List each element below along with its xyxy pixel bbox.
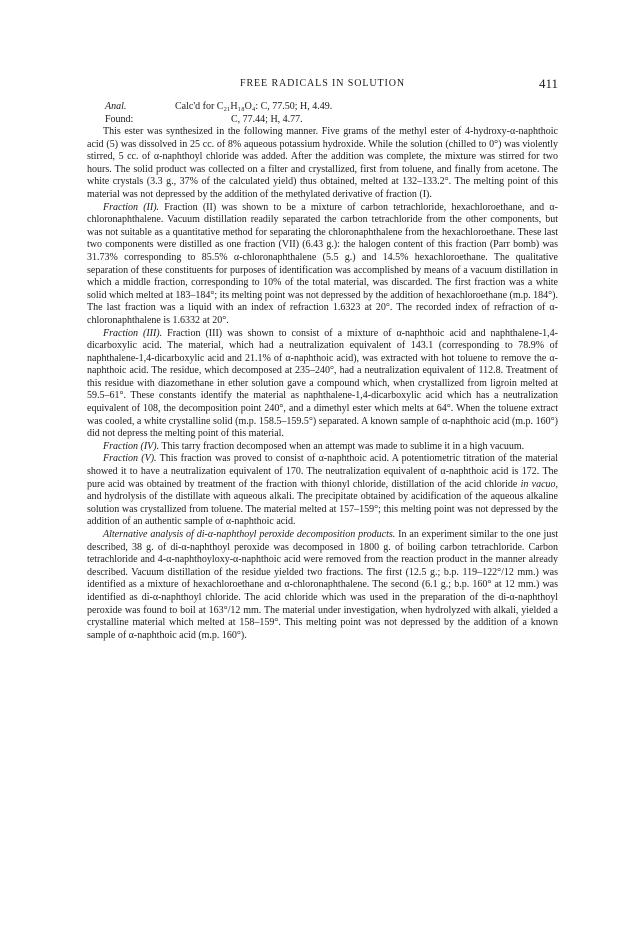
paragraph-fraction-3 (87, 328, 558, 441)
fraction-4-heading: Fraction (IV). (103, 440, 160, 452)
alternative-analysis-text: In an experiment similar to the one just described, 38 g. of di-α-naphthoyl peroxide was decomposed in 1800 g. of boiling carbon tetrachloride. Carbon tetrachloride and 4-α-naphthoyloxy-α-naphthoic acid were removed from the reaction product in the manner already described. Vacuum distillation of the residue yielded two fractions. The first (12.5 g.; b.p. 119–122°/12 mm.) was identified as a mixture of hexachloroethane and α-chloronaphthalene. The second (6.1 g.; b.p. 160° at 12 mm.) was identified as di-α-naphthoyl chloride. The acid chloride which was used in the preparation of the di-α-naphthoyl peroxide was found to boil at 163°/12 mm. The material under investigation, when hydrolyzed with alkali, yielded a crystalline material which melted at 158–159°. This melting point was not depressed by the addition of a known sample of α-naphthoic acid (m.p. 160°). (87, 529, 558, 641)
paragraph-fraction-5 (87, 453, 558, 529)
paragraph-synthesis: This ester was synthesized in the following manner. Five grams of the methyl ester of 4-hydroxy-α-naphthoic acid (5) was dissolved in 25 cc. of 8% aqueous potassium hydroxide. While the solution (chilled to 0°) was violently stirred, 5 cc. of α-naphthoyl chloride was added. After the addition was complete, the mixture was stirred for two hours. The solid product was collected on a filter and crystallized, first from toluene, and finally from acetone. The white crystals (3.3 g., 37% of the calculated yield) thus obtained, melted at 132–133.2°. The melting point of this material was not depressed by the addition of the methylated derivative of fraction (I). (87, 126, 558, 200)
analysis-calculated-value: Calc'd for C₂₁H₁₈O₄: C, 77.50; H, 4.49. (175, 101, 333, 112)
in-vacuo: in vacuo (520, 478, 556, 490)
fraction-2-heading: Fraction (II). (103, 201, 160, 213)
fraction-2-text: Fraction (II) was shown to be a mixture of carbon tetrachloride, hexachloroethane, and α-chloronaphthalene. Vacuum distillation readily separated the carbon tetrachloride from the other components, but was not suitable as a quantitative method for separating the chloronaphthalene from the hexachloroethane. These last two components were distilled as one fraction (VII) (6.43 g.): the halogen content of this fraction (Parr bomb) was 31.73% corresponding to 85.5% α-chloronaphthalene (5.5 g.) and 14.5% hexachloroethane. The qualitative separation of these constituents for purposes of identification was accomplished by means of a vacuum distillation in which a middle fraction, corresponding to 10% of the total material, was discarded. The first fraction was a white solid which melted at 183–184°; its melting point was not depressed by the addition of hexachloroethane (m.p. 184°). The last fraction was a liquid with an index of refraction 1.6323 at 20°. The recorded index of refraction of α-chloronaphthalene is 1.6332 at 20°. (87, 201, 558, 326)
page-number: 411 (538, 76, 558, 91)
analysis-found (87, 113, 558, 126)
fraction-4-text: This tarry fraction decomposed when an attempt was made to sublime it in a high vacuum. (159, 440, 525, 452)
analysis-block (87, 100, 558, 126)
fraction-3-text: Fraction (III) was shown to consist of a mixture of α-naphthoic acid and naphthalene-1,4-dicarboxylic acid. The material, which had a neutralization equivalent of 143.1 (corresponding to 78.9% of naphthalene-1,4-dicarboxylic acid and 21.1% of α-naphthoic acid), was extracted with hot toluene to remove the α-naphthoic acid. The residue, which decomposed at 235–240°, had a neutralization equivalent of 112.8. Treatment of this residue with diazomethane in ether solution gave a compound which, when crystallized from ligroin melted at 59.5–61°. These constants identify the material as naphthalene-1,4-dicarboxylic acid which has a neutralization equivalent of 108, the decomposition point 240°, and a dimethyl ester which melts at 64°. When the toluene extract was cooled, a white crystalline solid (m.p. 158.5–159.5°) separated. A known sample of α-naphthoic acid (m.p. 160°) did not depress the melting point of this material. (87, 327, 558, 440)
alternative-analysis-heading: Alternative analysis of di-α-naphthoyl peroxide decomposition products. (103, 529, 396, 540)
found-label: Found: (105, 114, 134, 125)
page (87, 76, 558, 642)
paragraph-fraction-2 (87, 202, 558, 328)
running-title: FREE RADICALS IN SOLUTION (240, 78, 405, 89)
analysis-label: Anal. (105, 101, 127, 112)
analysis-calculated (87, 100, 558, 113)
fraction-5-text-a: This fraction was proved to consist of α-naphthoic acid. A potentiometric titration of the material showed it to have a neutralization equivalent of 170. The neutralization equivalent of α-naphthoic acid is 172. The pure acid was obtained by treatment of the fraction with thionyl chloride, distillation of the acid chloride (87, 453, 558, 490)
fraction-5-text-b: , and hydrolysis of the distillate with aqueous alkali. The precipitate obtained by acidification of the aqueous alkaline solution was crystallized from toluene. The material melted at 157–159°; this melting point was not depressed by the addition of an authentic sample of α-naphthoic acid. (87, 478, 559, 528)
fraction-5-heading: Fraction (V). (103, 453, 157, 465)
analysis-found-value: C, 77.44; H, 4.77. (231, 114, 303, 125)
paragraph-alternative-analysis (87, 529, 558, 642)
paragraph-fraction-4 (87, 441, 558, 454)
fraction-3-heading: Fraction (III). (103, 327, 163, 339)
page-header (87, 76, 558, 96)
